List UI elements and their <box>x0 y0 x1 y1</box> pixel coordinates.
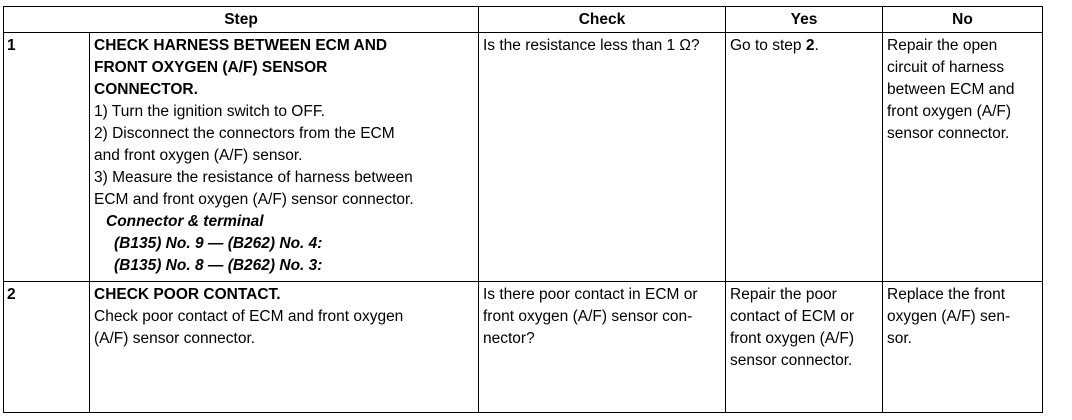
check-line: Is there poor contact in ECM or <box>483 286 698 303</box>
step-title-line: CONNECTOR. <box>94 81 198 98</box>
step-instruction: (A/F) sensor connector. <box>94 330 256 347</box>
yes-step-ref: 2 <box>805 37 815 54</box>
header-step: Step <box>4 7 479 33</box>
step-title-line: FRONT OXYGEN (A/F) SENSOR <box>94 59 328 76</box>
step-title: CHECK POOR CONTACT. <box>94 286 281 303</box>
step-number: 2 <box>4 282 90 413</box>
header-yes: Yes <box>726 7 883 33</box>
terminal-line: (B135) No. 8 — (B262) No. 3: <box>114 257 323 274</box>
terminal-line: (B135) No. 9 — (B262) No. 4: <box>114 235 323 252</box>
no-line: sor. <box>887 330 912 347</box>
header-check: Check <box>479 7 726 33</box>
no-line: front oxygen (A/F) <box>887 103 1012 120</box>
no-line: between ECM and <box>887 81 1015 98</box>
yes-action <box>726 33 883 282</box>
step-title-line: CHECK HARNESS BETWEEN ECM AND <box>94 37 388 54</box>
yes-line: front oxygen (A/F) <box>730 330 855 347</box>
step-content <box>90 33 479 282</box>
no-line: circuit of harness <box>887 59 1005 76</box>
diagnostic-table <box>3 6 1043 413</box>
check-question <box>479 282 726 413</box>
yes-line: contact of ECM or <box>730 308 855 325</box>
table-row <box>4 33 1043 282</box>
table-row <box>4 282 1043 413</box>
no-line: oxygen (A/F) sen- <box>887 308 1011 325</box>
step-instruction: and front oxygen (A/F) sensor. <box>94 147 303 164</box>
no-line: Replace the front <box>887 286 1006 303</box>
yes-prefix: Go to step <box>730 37 806 54</box>
header-row <box>4 7 1043 33</box>
yes-suffix: . <box>814 37 819 54</box>
step-number: 1 <box>4 33 90 282</box>
step-instruction: 2) Disconnect the connectors from the ECM <box>94 125 395 142</box>
step-instruction: 1) Turn the ignition switch to OFF. <box>94 103 325 120</box>
step-instruction: Check poor contact of ECM and front oxygen <box>94 308 404 325</box>
connector-label: Connector & terminal <box>106 213 264 230</box>
step-instruction: 3) Measure the resistance of harness between <box>94 169 413 186</box>
step-instruction: ECM and front oxygen (A/F) sensor connector. <box>94 191 414 208</box>
step-content <box>90 282 479 413</box>
check-line: front oxygen (A/F) sensor con- <box>483 308 693 325</box>
yes-action <box>726 282 883 413</box>
no-line: sensor connector. <box>887 125 1010 142</box>
check-question: Is the resistance less than 1 Ω? <box>479 33 726 282</box>
yes-line: Repair the poor <box>730 286 837 303</box>
header-no: No <box>883 7 1043 33</box>
no-action <box>883 33 1043 282</box>
no-action <box>883 282 1043 413</box>
check-line: nector? <box>483 330 535 347</box>
yes-line: sensor connector. <box>730 352 853 369</box>
no-line: Repair the open <box>887 37 998 54</box>
